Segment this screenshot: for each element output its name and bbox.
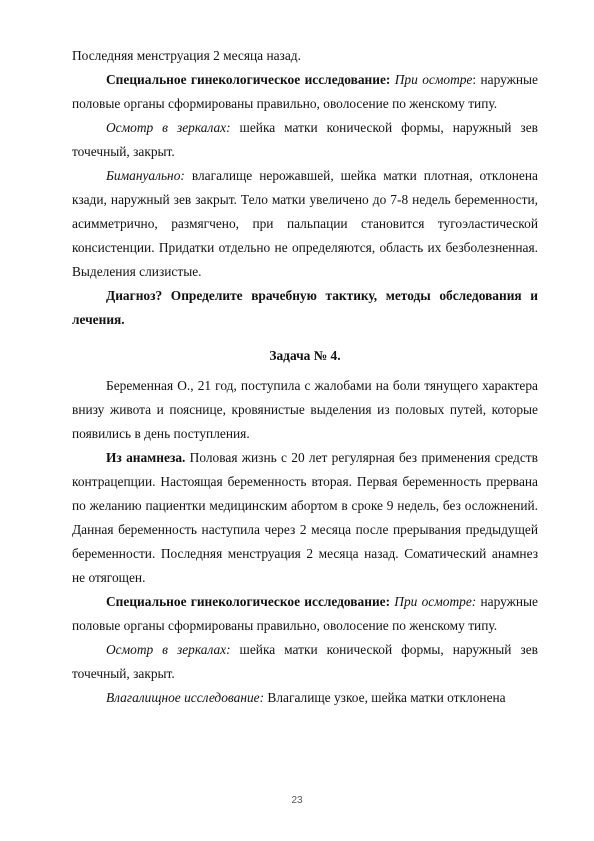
document-page	[72, 44, 538, 710]
paragraph-gyn-exam-2	[72, 590, 538, 638]
task-title-text: Задача № 4.	[269, 348, 341, 363]
exam-inspection-label: При осмотре	[394, 72, 473, 87]
anamnesis-text: Половая жизнь с 20 лет регулярная без применения средств контрацепции. Настоящая беременность вторая. Первая беременность прервана по желанию пациентки медицинским абортом в сроке 9 недель, без осложнений. Данная беременность наступила через 2 месяца после прерывания предыдущей беременности. Последняя менструация 2 месяца назад. Соматический анамнез не отягощен.	[72, 450, 538, 585]
paragraph-gyn-exam	[72, 68, 538, 116]
speculum-label: Осмотр в зеркалах:	[106, 120, 231, 135]
speculum-label-2: Осмотр в зеркалах:	[106, 642, 231, 657]
paragraph-speculum	[72, 116, 538, 164]
vaginal-exam-text: Влагалище узкое, шейка матки отклонена	[264, 690, 506, 705]
exam-heading-2: Специальное гинекологическое исследование:	[106, 594, 391, 609]
anamnesis-heading: Из анамнеза.	[106, 450, 186, 465]
exam-inspection-text-2: наружные половые органы сформированы правильно, оволосение по женскому типу.	[72, 594, 538, 633]
vaginal-exam-label: Влагалищное исследование:	[106, 690, 265, 705]
paragraph-last-menstruation: Последняя менструация 2 месяца назад.	[72, 48, 301, 63]
exam-inspection-label-2: При осмотре:	[394, 594, 477, 609]
speculum-text: шейка матки конической формы, наружный зев точечный, закрыт.	[72, 120, 538, 159]
diagnosis-question: Диагноз? Определите врачебную тактику, методы обследования и лечения.	[72, 288, 538, 327]
speculum-text-2: шейка матки конической формы, наружный зев точечный, закрыт.	[72, 642, 538, 681]
exam-inspection-text: : наружные половые органы сформированы правильно, оволосение по женскому типу.	[72, 72, 538, 111]
page-number: 23	[291, 795, 303, 806]
paragraph-bimanual	[72, 164, 538, 284]
paragraph-speculum-2	[72, 638, 538, 686]
bimanual-text: влагалище нерожавшей, шейка матки плотная, отклонена кзади, наружный зев закрыт. Тело матки увеличено до 7-8 недель беременности, асимметрично, размягчено, при пальпации становится тугоэластической консистенции. Придатки отдельно не определяются, область их безболезненная. Выделения слизистые.	[72, 168, 538, 279]
task-title	[72, 344, 538, 368]
exam-heading: Специальное гинекологическое исследование:	[106, 72, 391, 87]
paragraph-patient-complaints: Беременная О., 21 год, поступила с жалобами на боли тянущего характера внизу живота и пояснице, кровянистые выделения из половых путей, которые появились в день поступления.	[72, 378, 538, 441]
paragraph-vaginal-exam	[72, 686, 538, 710]
paragraph-diagnosis-question	[72, 284, 538, 332]
paragraph-anamnesis	[72, 446, 538, 590]
bimanual-label: Бимануально:	[106, 168, 185, 183]
